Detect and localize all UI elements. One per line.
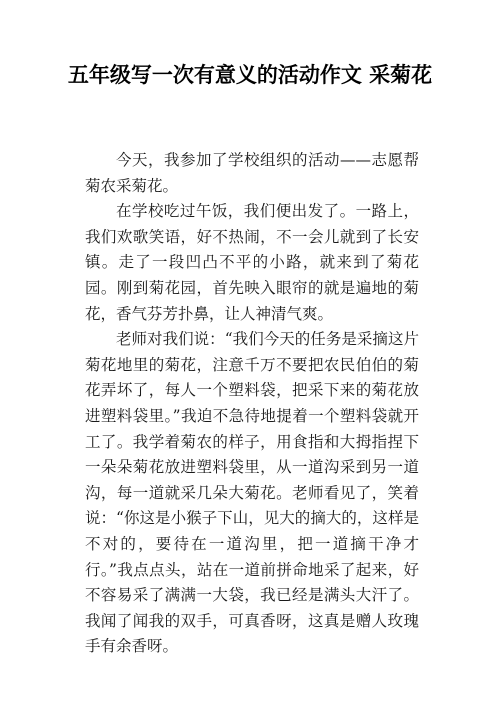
paragraph: 老师对我们说：“我们今天的任务是采摘这片菊花地里的菊花，注意千万不要把农民伯伯的菊花弄坏了，每人一个塑料袋，把采下来的菊花放进塑料袋里。”我迫不急待地提着一个塑料袋就开工了。我学着菊农的样子，用食指和大拇指捏下一朵朵菊花放进塑料袋里，从一道沟采到另一道沟，每一道就采几朵大菊花。老师看见了，笑着说：“你这是小猴子下山，见大的摘大的，这样是不对的，要待在一道沟里，把一道摘干净才行。”我点点头，站在一道前拼命地采了起来，好不容易采了满满一大袋，我已经是满头大汗了。我闻了闻我的双手，可真香呀，这真是赠人玫瑰手有余香呀。 <box>85 330 419 656</box>
page-title: 五年级写一次有意义的活动作文 采菊花 <box>67 63 433 87</box>
paragraph: 在学校吃过午饭，我们便出发了。一路上，我们欢歌笑语，好不热闹，不一会儿就到了长安镇。走了一段凹凸不平的小路，就来到了菊花园。刚到菊花园，首先映入眼帘的就是遍地的菊花，香气芬芳扑鼻，让人神清气爽。 <box>85 202 419 323</box>
article-body <box>85 148 419 660</box>
paragraph: 今天，我参加了学校组织的活动——志愿帮菊农采菊花。 <box>85 151 419 195</box>
